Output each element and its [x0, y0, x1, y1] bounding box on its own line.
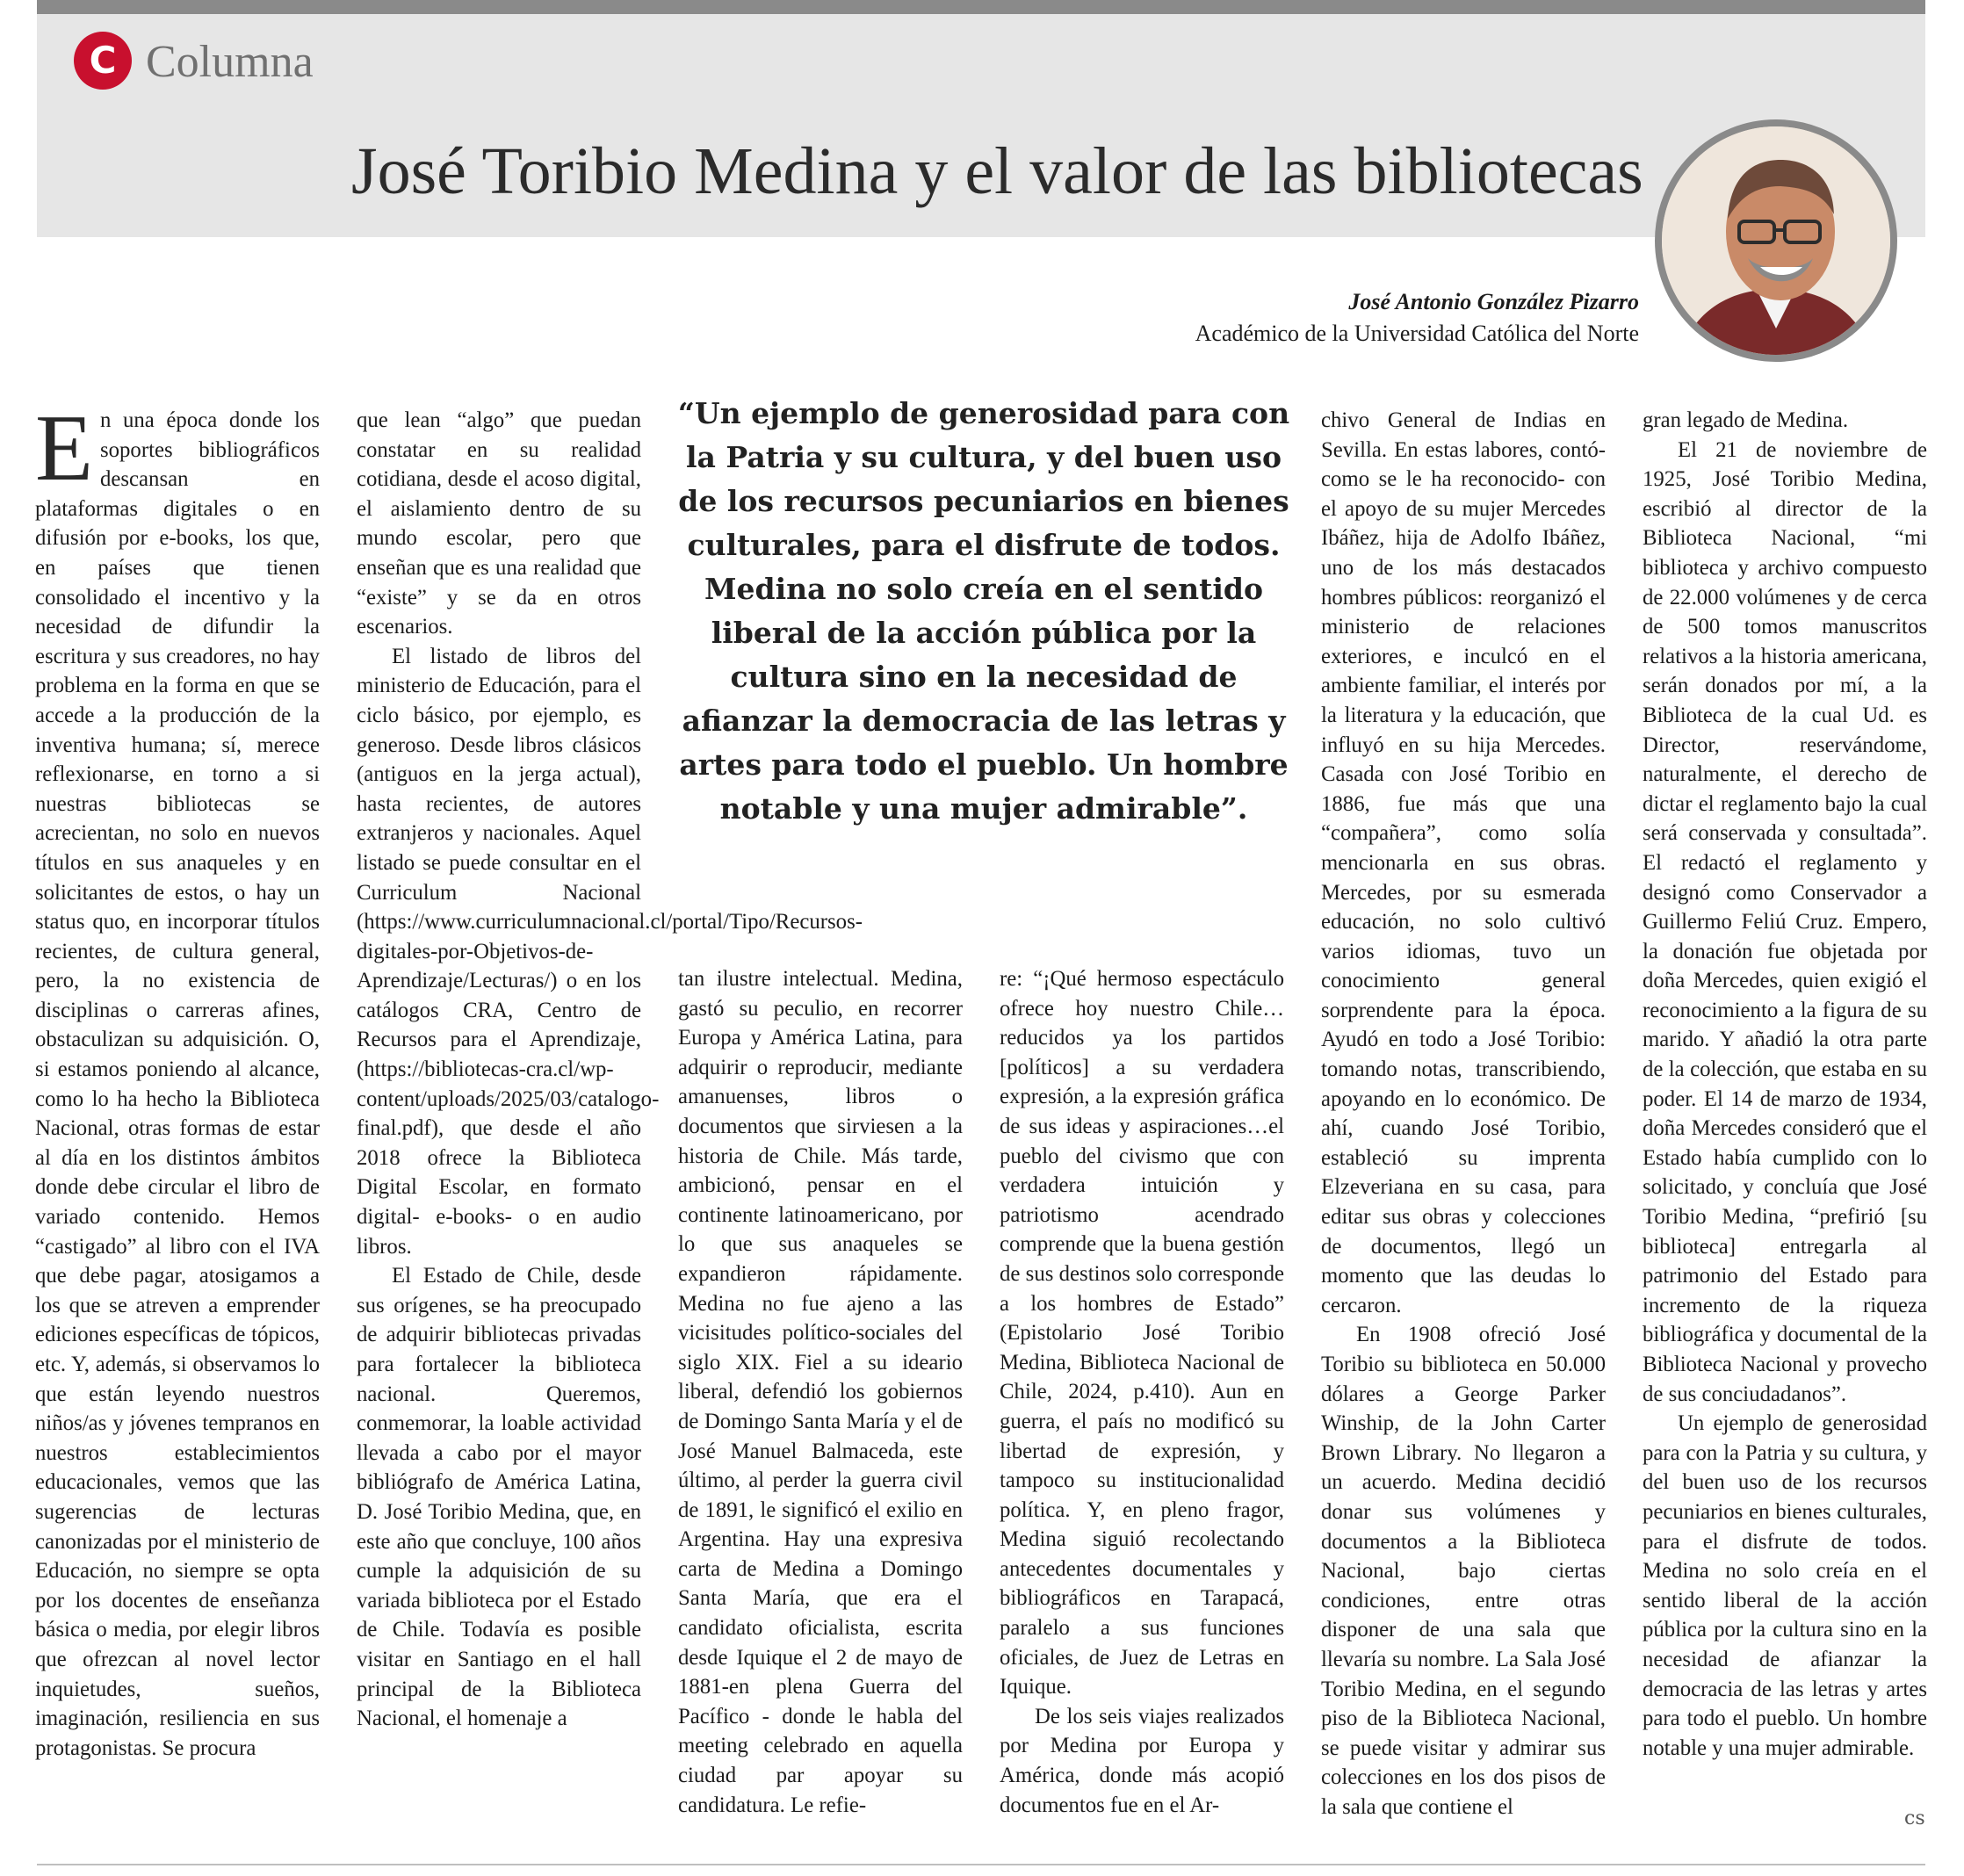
- article-paragraph: gran legado de Medina.: [1643, 408, 1849, 432]
- byline: [1195, 286, 1639, 350]
- article-paragraph: chivo General de Indias en Sevilla. En estas labores, contó- como se le ha reconocido- con el apoyo de su mujer Mercedes Ibáñez, hija de Adolfo Ibáñez, uno de los más destacados hombres públicos: reorganizó el ministerio de relaciones exteriores, e inculcó en el ambiente familiar, el interés por la literatura y la educación, que influyó en su hija Mercedes. Casada con José Toribio en 1886, fue más que una “compañera”, como solía mencionarla en sus obras. Mercedes, por su esmerada educación, no solo cultivó varios idiomas, tuvo un conocimiento general sorprendente para la época. Ayudó en todo a José Toribio: tomando notas, transcribiendo, apoyando en lo económico. De ahí, cuando José Toribio, estableció su imprenta Elzeveriana en su casa, para editar sus obras y colecciones de documentos, llegó un momento que las deudas lo cercaron.: [1321, 408, 1606, 1317]
- section-badge: C: [74, 32, 132, 90]
- bottom-rule: [37, 1864, 1925, 1865]
- article-paragraph: re: “¡Qué hermoso espectáculo ofrece hoy nuestro Chile…reducidos ya los partidos [políticos] a su verdadera expresión, a la expresión gráfica de sus ideas y aspiraciones…el pueblo del civismo que con verdadera intuición y patriotismo acendrado comprende que la buena gestión de sus destinos solo corresponde a los hombres de Estado” (Epistolario José Toribio Medina, Biblioteca Nacional de Chile, 2024, p.410). Aun en guerra, el país no modificó su libertad de expresión, y tampoco su institucionalidad política. Y, en pleno fragor, Medina siguió recolectando antecedentes documentales y bibliográficos en Tarapacá, paralelo a sus funciones oficiales, de Juez de Letras en Iquique.: [1000, 967, 1284, 1699]
- drop-cap: E: [35, 396, 93, 501]
- article-paragraph: El Estado de Chile, desde sus orígenes, se ha preocupado de adquirir bibliotecas privadas para fortalecer la biblioteca nacional. Queremos, conmemorar, la loable actividad llevada a cabo por el mayor bibliógrafo de América Latina, D. José Toribio Medina, que, en este año que concluye, 100 años cumple la adquisición de su variada biblioteca por el Estado de Chile. Todavía es posible visitar en Santiago en el hall principal de la Biblioteca Nacional, el homenaje a: [357, 1264, 641, 1731]
- section-label: Columna: [146, 37, 314, 87]
- article-column-5: [1321, 406, 1606, 1822]
- article-column-6: [1643, 406, 1927, 1763]
- article-paragraph: En 1908 ofreció José Toribio su biblioteca en 50.000 dólares a George Parker Winship, de la John Carter Brown Library. No llegaron a un acuerdo. Medina decidió donar sus volúmenes y documentos a la Biblioteca Nacional, bajo ciertas condiciones, entre otras disponer de una sala que llevaría su nombre. La Sala José Toribio Medina, en el segundo piso de la Biblioteca Nacional, se puede visitar y admirar sus colecciones en los dos pisos de la sala que contiene el: [1321, 1323, 1606, 1819]
- article-paragraph: El listado de libros del ministerio de Educación, para el ciclo básico, por ejemplo, es generoso. Desde libros clásicos (antiguos en la jerga actual), hasta recientes, de autores extranjeros y nacionales. Aquel listado se puede consultar en el Curriculum Nacional (https://www.curriculumnacional.cl/portal/Tipo/Recursos-digitales-por-Objetivos-de-Aprendizaje/Lecturas/) o en los catálogos CRA, Centro de Recursos para el Aprendizaje, (https://bibliotecas-cra.cl/wp-content/uploads/2025/03/catalogo-final.pdf), que desde el año 2018 ofrece la Biblioteca Digital Escolar, en formato digital- e-books- o en audio libros.: [357, 644, 863, 1259]
- article-paragraph: tan ilustre intelectual. Medina, gastó su peculio, en recorrer Europa y América Latina, para adquirir o reproducir, mediante amanuenses, libros o documentos que sirviesen a la historia de Chile. Más tarde, ambicionó, pensar en el continente latinoamericano, por lo que sus anaqueles se expandieron rápidamente. Medina no fue ajeno a las vicisitudes político-sociales del siglo XIX. Fiel a su ideario liberal, defendió los gobiernos de Domingo Santa María y el de José Manuel Balmaceda, este último, al perder la guerra civil de 1891, le significó el exilio en Argentina. Hay una expresiva carta de Medina a Domingo Santa María, que era el candidato oficialista, escrita desde Iquique el 2 de mayo de 1881-en plena Guerra del Pacífico - donde le habla del meeting celebrado en aquella ciudad par apoyar su candidatura. Le refie-: [678, 967, 963, 1817]
- end-mark: cs: [1904, 1807, 1925, 1829]
- author-name: José Antonio González Pizarro: [1348, 289, 1639, 314]
- author-affiliation: Académico de la Universidad Católica del Norte: [1195, 321, 1639, 346]
- article-paragraph: De los seis viajes realizados por Medina por Europa y América, donde más acopió documentos fue en el Ar-: [1000, 1704, 1284, 1817]
- headline: José Toribio Medina y el valor de las bibliotecas: [351, 134, 1643, 208]
- article-paragraph: que lean “algo” que puedan constatar en su realidad cotidiana, desde el acoso digital, el aislamiento dentro de su mundo escolar, pero que enseñan que es una realidad que “existe” y se da en otros escenarios.: [357, 408, 641, 639]
- article-paragraph: Un ejemplo de generosidad para con la Patria y su cultura, y del buen uso de los recursos pecuniarios en bienes culturales, para el disfrute de todos. Medina no solo creía en el sentido liberal de la acción pública por la cultura sino en la necesidad de afianzar la democracia de las letras y artes para todo el pueblo. Un hombre notable y una mujer admirable.: [1643, 1411, 1927, 1760]
- article-column-3: [678, 964, 963, 1820]
- pull-quote: “Un ejemplo de generosidad para con la Patria y su cultura, y del buen uso de los recursos pecuniarios en bienes culturales, para el disfrute de todos. Medina no solo creía en el sentido liberal de la acción pública por la cultura sino en la necesidad de afianzar la democracia de las letras y artes para todo el pueblo. Un hombre notable y una mujer admirable”.: [677, 396, 1290, 826]
- article-paragraph: [35, 396, 320, 1763]
- paragraph-text: n una época donde los soportes bibliográficos descansan en plataformas digitales o en difusión por e-books, los que, en países que tienen consolidado el incentivo y la necesidad de difundir la escritura y sus creadores, no hay problema en la forma en que se accede a la producción de la inventiva humana; sí, merece reflexionarse, en torno a si nuestras bibliotecas se acrecientan, no solo en nuevos títulos en sus anaqueles y en solicitantes de estos, o hay un status quo, en incorporar títulos recientes, de cultura general, pero, la no existencia de disciplinas o carreras afines, obstaculizan su adquisición. O, si estamos poniendo al alcance, como lo ha hecho la Biblioteca Nacional, otras formas de estar al día en los distintos ámbitos donde debe circular el libro de variado contenido. Hemos “castigado” al libro con el IVA que debe pagar, atosigamos a los que se atreven a emprender ediciones específicas de tópicos, etc. Y, además, si observamos lo que están leyendo nuestros niños/as y jóvenes tempranos en nuestros establecimientos educacionales, vemos que las sugerencias de lecturas canonizadas por el ministerio de Educación, no siempre se opta por los docentes de enseñanza básica o media, por elegir libros que ofrezcan al novel lector inquietudes, sueños, imaginación, resiliencia en sus protagonistas. Se procura: [35, 408, 320, 1760]
- author-photo: [1655, 119, 1897, 362]
- article-column-4: [1000, 964, 1284, 1820]
- article-paragraph: El 21 de noviembre de 1925, José Toribio Medina, escribió al director de la Biblioteca Nacional, “mi biblioteca y archivo compuesto de 22.000 volúmenes y de cerca de 500 tomos manuscritos relativos a la historia americana, serán donados por mí, a la Biblioteca de la cual Ud. es Director, reservándome, naturalmente, el derecho de dictar el reglamento bajo la cual será conservada y consultada”. El redactó el reglamento y designó como Conservador a Guillermo Feliú Cruz. Empero, la donación fue objetada por doña Mercedes, quien exigió el reconocimiento a la figura de su marido. Y añadió la otra parte de la colección, que estaba en su poder. El 14 de marzo de 1934, doña Mercedes consideró que el Estado había cumplido con lo solicitado, y concluía que José Toribio Medina, “prefirió [su biblioteca] entregarla al patrimonio del Estado para incremento de la riqueza bibliográfica y documental de la Biblioteca Nacional y provecho de sus conciudadanos”.: [1643, 437, 1927, 1406]
- author-portrait-illustration: [1662, 126, 1890, 355]
- article-column-1: [35, 396, 320, 1763]
